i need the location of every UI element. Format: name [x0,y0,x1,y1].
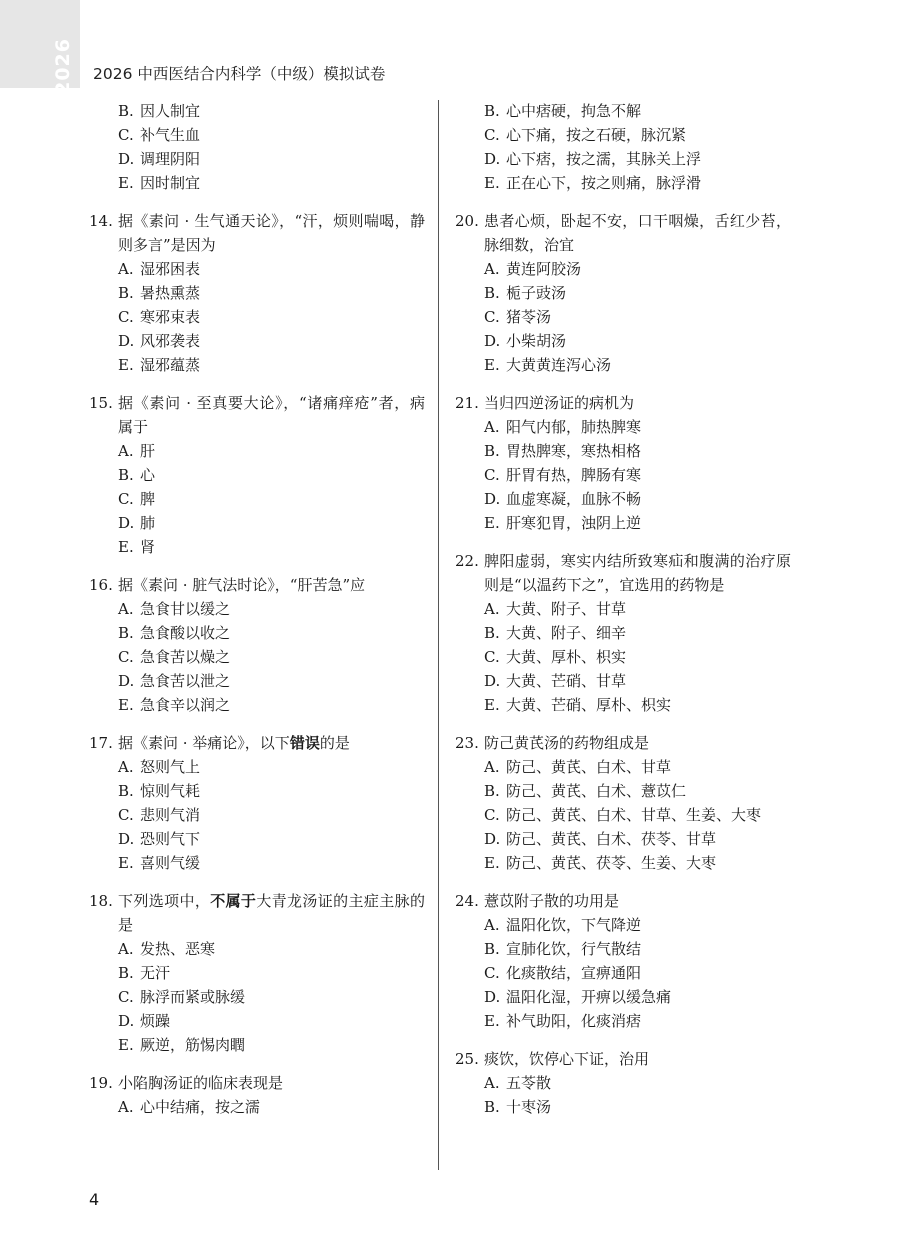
question-stem [455,391,791,415]
option: D. 急食苦以泄之 [118,672,231,690]
option: B. 宣肺化饮，行气散结 [484,940,642,958]
question-18 [89,889,425,1057]
option: B. 大黄、附子、细辛 [484,624,627,642]
question-text: 据《素问 · 至真要大论》，“诸痛痒疮”者，病属于 [118,394,425,436]
option: B. 心 [118,466,156,484]
option: E. 大黄黄连泻心汤 [484,356,612,374]
option: A. 发热、恶寒 [118,940,216,958]
option: D. 调理阴阳 [118,150,201,168]
question-17 [89,731,425,875]
left-column [89,99,425,1133]
corner-tab [0,0,80,95]
emphasis-text: 错误 [289,734,320,752]
option: A. 大黄、附子、甘草 [484,600,627,618]
option: D. 温阳化湿，开痹以缓急痛 [484,988,672,1006]
question-text: 下列选项中，不属于大青龙汤证的主症主脉的是 [118,892,425,934]
question-25 [455,1047,791,1119]
question-14 [89,209,425,377]
question-number: 23. [455,734,479,752]
page-number: 4 [89,1190,100,1209]
column-divider [438,100,439,1170]
option: D. 心下痞，按之濡，其脉关上浮 [484,150,702,168]
option: E. 大黄、芒硝、厚朴、枳实 [484,696,672,714]
option: E. 湿邪蕴蒸 [118,356,201,374]
question-number: 22. [455,552,479,570]
question-stem [455,731,791,755]
option: E. 正在心下，按之则痛，脉浮滑 [484,174,702,192]
option: D. 恐则气下 [118,830,201,848]
question-stem [89,731,425,755]
emphasis-text: 不属于 [210,892,257,910]
option: B. 栀子豉汤 [484,284,567,302]
question-stem [455,209,791,257]
option: B. 防己、黄芪、白术、薏苡仁 [484,782,687,800]
option: D. 大黄、芒硝、甘草 [484,672,627,690]
question-text: 据《素问 · 举痛论》，以下错误的是 [118,734,350,752]
question-23 [455,731,791,875]
option: A. 五苓散 [484,1074,552,1092]
question-13-continued [89,99,425,195]
question-number: 18. [89,892,113,910]
question-number: 25. [455,1050,479,1068]
question-stem [89,573,425,597]
question-text: 防己黄芪汤的药物组成是 [484,734,650,752]
option: B. 胃热脾寒，寒热相格 [484,442,642,460]
question-22 [455,549,791,717]
question-19-continued [455,99,791,195]
question-stem [455,889,791,913]
option: D. 小柴胡汤 [484,332,567,350]
option: E. 防己、黄芪、茯苓、生姜、大枣 [484,854,717,872]
option: B. 暑热熏蒸 [118,284,201,302]
option: C. 大黄、厚朴、枳实 [484,648,627,666]
question-number: 20. [455,212,479,230]
question-text: 当归四逆汤证的病机为 [484,394,635,412]
question-text: 薏苡附子散的功用是 [484,892,620,910]
option: D. 防己、黄芪、白术、茯苓、甘草 [484,830,717,848]
option: D. 血虚寒凝，血脉不畅 [484,490,642,508]
question-15 [89,391,425,559]
question-text: 痰饮，饮停心下证，治用 [484,1050,650,1068]
question-16 [89,573,425,717]
option: E. 厥逆，筋惕肉瞤 [118,1036,246,1054]
option: C. 心下痛，按之石硬，脉沉紧 [484,126,687,144]
option: C. 脾 [118,490,156,508]
option: B. 无汗 [118,964,171,982]
question-20 [455,209,791,377]
option: E. 肾 [118,538,156,556]
question-text: 据《素问 · 脏气法时论》，“肝苦急”应 [118,576,366,594]
option: E. 喜则气缓 [118,854,201,872]
option: E. 肝寒犯胃，浊阴上逆 [484,514,642,532]
question-stem [89,209,425,257]
option: C. 脉浮而紧或脉缓 [118,988,246,1006]
option: A. 阳气内郁，肺热脾寒 [484,418,642,436]
question-stem [89,1071,425,1095]
option: C. 防己、黄芪、白术、甘草、生姜、大枣 [484,806,762,824]
question-number: 14. [89,212,113,230]
option: A. 黄连阿胶汤 [484,260,582,278]
option: C. 悲则气消 [118,806,201,824]
year-tab-label: 2026 [52,38,74,95]
option: B. 心中痞硬，拘急不解 [484,102,642,120]
option: D. 烦躁 [118,1012,171,1030]
page-header-title: 2026 中西医结合内科学（中级）模拟试卷 [93,65,386,83]
option: A. 急食甘以缓之 [118,600,231,618]
option: A. 防己、黄芪、白术、甘草 [484,758,672,776]
right-column [455,99,791,1133]
option: E. 因时制宜 [118,174,201,192]
option: A. 温阳化饮，下气降逆 [484,916,642,934]
option: D. 风邪袭表 [118,332,201,350]
option: A. 肝 [118,442,156,460]
option: B. 急食酸以收之 [118,624,231,642]
option: C. 猪苓汤 [484,308,552,326]
question-text: 小陷胸汤证的临床表现是 [118,1074,284,1092]
question-19 [89,1071,425,1119]
option: C. 急食苦以燥之 [118,648,231,666]
question-stem [89,889,425,937]
question-stem [455,1047,791,1071]
option: C. 化痰散结，宣痹通阳 [484,964,642,982]
question-number: 21. [455,394,479,412]
question-stem [89,391,425,439]
option: E. 补气助阳，化痰消痞 [484,1012,642,1030]
option: D. 肺 [118,514,156,532]
option: B. 因人制宜 [118,102,201,120]
option: A. 心中结痛，按之濡 [118,1098,261,1116]
option: E. 急食辛以润之 [118,696,231,714]
question-number: 24. [455,892,479,910]
question-21 [455,391,791,535]
question-stem [455,549,791,597]
option: C. 补气生血 [118,126,201,144]
question-number: 15. [89,394,113,412]
question-text: 患者心烦，卧起不安，口干咽燥，舌红少苔，脉细数，治宜 [484,212,791,254]
question-text: 脾阳虚弱，寒实内结所致寒疝和腹满的治疗原则是“以温药下之”，宜选用的药物是 [484,552,791,594]
question-number: 16. [89,576,113,594]
option: B. 十枣汤 [484,1098,552,1116]
option: A. 湿邪困表 [118,260,201,278]
question-number: 19. [89,1074,113,1092]
option: B. 惊则气耗 [118,782,201,800]
question-number: 17. [89,734,113,752]
option: A. 怒则气上 [118,758,201,776]
option: C. 寒邪束表 [118,308,201,326]
option: C. 肝胃有热，脾肠有寒 [484,466,642,484]
question-text: 据《素问 · 生气通天论》，“汗，烦则喘喝，静则多言”是因为 [118,212,425,254]
question-24 [455,889,791,1033]
